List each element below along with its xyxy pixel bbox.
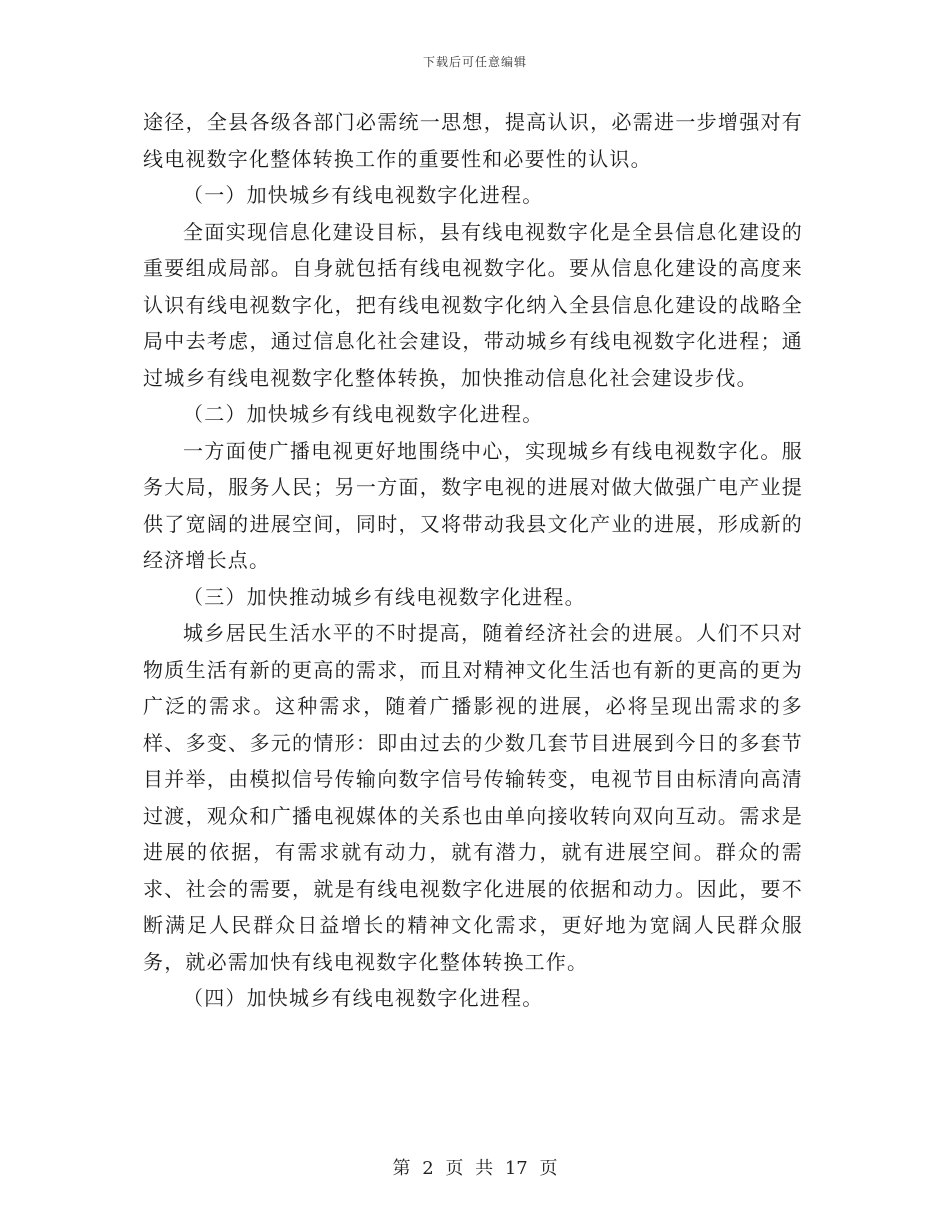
paragraph: 城乡居民生活水平的不时提高，随着经济社会的进展。人们不只对物质生活有新的更高的需求，而且对精神文化生活也有新的更高的更为广泛的需求。这种需求，随着广播影视的进展，必将呈现出需求的多样、多变、多元的情形：即由过去的少数几套节目进展到今日的多套节目并举，由模拟信号传输向数字信号传输转变，电视节目由标清向高清过渡，观众和广播电视媒体的关系也由单向接收转向双向互动。需求是进展的依据，有需求就有动力，就有潜力，就有进展空间。群众的需求、社会的需要，就是有线电视数字化进展的依据和动力。因此，要不断满足人民群众日益增长的精神文化需求，更好地为宽阔人民群众服务，就必需加快有线电视数字化整体转换工作。 bbox=[143, 621, 803, 974]
page-number: 第 2 页 共 17 页 bbox=[392, 1158, 558, 1179]
section-heading-3: （三）加快推动城乡有线电视数字化进程。 bbox=[183, 584, 586, 609]
paragraph: 全面实现信息化建设目标，县有线电视数字化是全县信息化建设的重要组成局部。自身就包括有线电视数字化。要从信息化建设的高度来认识有线电视数字化，把有线电视数字化纳入全县信息化建设的战略全局中去考虑，通过信息化社会建设，带动城乡有线电视数字化进程；通过城乡有线电视数字化整体转换，加快推动信息化社会建设步伐。 bbox=[143, 219, 803, 390]
paragraph: 途径，全县各级各部门必需统一思想，提高认识，必需进一步增强对有线电视数字化整体转换工作的重要性和必要性的认识。 bbox=[143, 110, 803, 171]
paragraph: 一方面使广播电视更好地围绕中心，实现城乡有线电视数字化。服务大局，服务人民；另一方面，数字电视的进展对做大做强广电产业提供了宽阔的进展空间，同时，又将带动我县文化产业的进展，形成新的经济增长点。 bbox=[143, 438, 803, 572]
document-body bbox=[143, 104, 803, 1017]
section-heading-2: （二）加快城乡有线电视数字化进程。 bbox=[183, 402, 544, 426]
page-header: 下载后可任意编辑 bbox=[422, 55, 527, 69]
section-heading-1: （一）加快城乡有线电视数字化进程。 bbox=[183, 183, 544, 207]
section-heading-4: （四）加快城乡有线电视数字化进程。 bbox=[183, 986, 544, 1010]
